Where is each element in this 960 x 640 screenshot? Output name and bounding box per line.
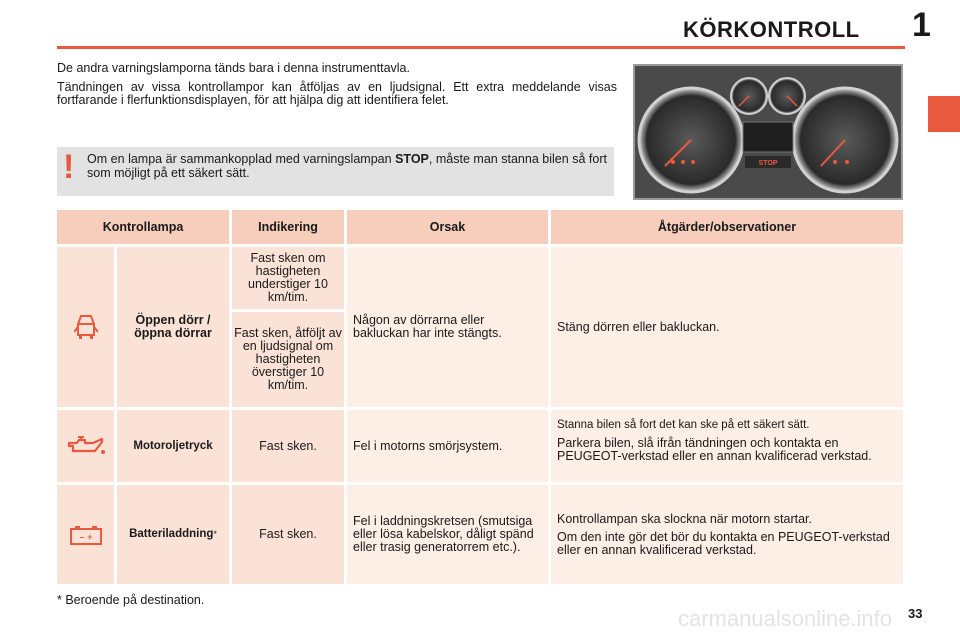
warning-text-before: Om en lampa är sammankopplad med varningslampan bbox=[87, 152, 396, 166]
table-row-door-icon-cell bbox=[57, 247, 114, 407]
table-row-oil-actions bbox=[551, 410, 903, 482]
page-number: 33 bbox=[908, 606, 923, 621]
intro-paragraph-2: Tändningen av vissa kontrollampor kan åtföljas av en ljudsignal. Ett extra meddelande visas fortfarande i flerfunktionsdisplayen, för att hjälpa dig att identifiera felet. bbox=[57, 79, 617, 107]
chapter-side-tab[interactable] bbox=[928, 96, 960, 132]
warning-keyword: STOP bbox=[395, 152, 429, 166]
table-row-battery-actions bbox=[551, 485, 903, 584]
col-header-cause: Orsak bbox=[347, 210, 548, 244]
table-row-door-name: Öppen dörr / öppna dörrar bbox=[117, 247, 229, 407]
table-row-battery-icon-cell bbox=[57, 485, 114, 584]
header-rule bbox=[57, 46, 905, 49]
door-open-icon bbox=[74, 313, 98, 341]
col-header-lamp: Kontrollampa bbox=[57, 210, 229, 244]
battery-name: Batteriladdning bbox=[129, 528, 214, 540]
watermark: carmanualsonline.info bbox=[678, 606, 893, 631]
table-row-oil-name: Motoroljetryck bbox=[117, 410, 229, 482]
table-row-door-indication-1: Fast sken om hastigheten understiger 10 km/tim. bbox=[232, 247, 344, 309]
battery-glyph: – + bbox=[79, 531, 92, 542]
footnote: * Beroende på destination. bbox=[57, 593, 205, 607]
chapter-number: 1 bbox=[912, 6, 931, 44]
intro-paragraph-1: De andra varningslamporna tänds bara i denna instrumenttavla. bbox=[57, 61, 410, 75]
instrument-cluster-drawing bbox=[635, 66, 901, 198]
battery-action-2: Om den inte gör det bör du kontakta en PEUGEOT-verkstad eller en annan kvalificerad verkstad. bbox=[557, 529, 890, 557]
warning-text bbox=[87, 153, 607, 180]
chapter-title: KÖRKONTROLL bbox=[683, 17, 860, 42]
col-header-indication: Indikering bbox=[232, 210, 344, 244]
oil-action-1: Stanna bilen så fort det kan ske på ett säkert sätt. bbox=[557, 419, 810, 431]
table-row-battery-name bbox=[117, 485, 229, 584]
table-row-oil-indication: Fast sken. bbox=[232, 410, 344, 482]
center-display bbox=[743, 122, 793, 152]
oil-action-2: Parkera bilen, slå ifrån tändningen och kontakta en PEUGEOT-verkstad eller en annan kvalificerad verkstad. bbox=[557, 436, 872, 463]
battery-action-1: Kontrollampan ska slockna när motorn startar. bbox=[557, 511, 812, 526]
intro-text bbox=[57, 62, 617, 113]
warning-text-after: , måste man stanna bilen så fort som möjligt på ett säkert sätt. bbox=[87, 152, 607, 180]
instrument-cluster-image bbox=[633, 64, 903, 200]
oil-can-icon bbox=[67, 435, 105, 457]
table-row-oil-icon-cell bbox=[57, 410, 114, 482]
battery-icon bbox=[70, 525, 102, 545]
table-row-door-indication-2: Fast sken, åtföljt av en ljudsignal om hastigheten överstiger 10 km/tim. bbox=[232, 312, 344, 407]
warning-exclamation-icon: ! bbox=[63, 148, 75, 186]
col-header-actions: Åtgärder/observationer bbox=[551, 210, 903, 244]
battery-footnote-mark: * bbox=[213, 529, 217, 539]
table-row-door-cause: Någon av dörrarna eller bakluckan har inte stängts. bbox=[347, 247, 548, 407]
warning-box bbox=[57, 147, 614, 196]
table-row-battery-indication: Fast sken. bbox=[232, 485, 344, 584]
table-row-oil-cause: Fel i motorns smörjsystem. bbox=[347, 410, 548, 482]
table-row-battery-cause: Fel i laddningskretsen (smutsiga eller lösa kabelskor, dåligt spänd eller trasig generatorrem etc.). bbox=[347, 485, 548, 584]
table-row-door-action: Stäng dörren eller bakluckan. bbox=[551, 247, 903, 407]
dash-stop-label: STOP bbox=[758, 160, 778, 167]
